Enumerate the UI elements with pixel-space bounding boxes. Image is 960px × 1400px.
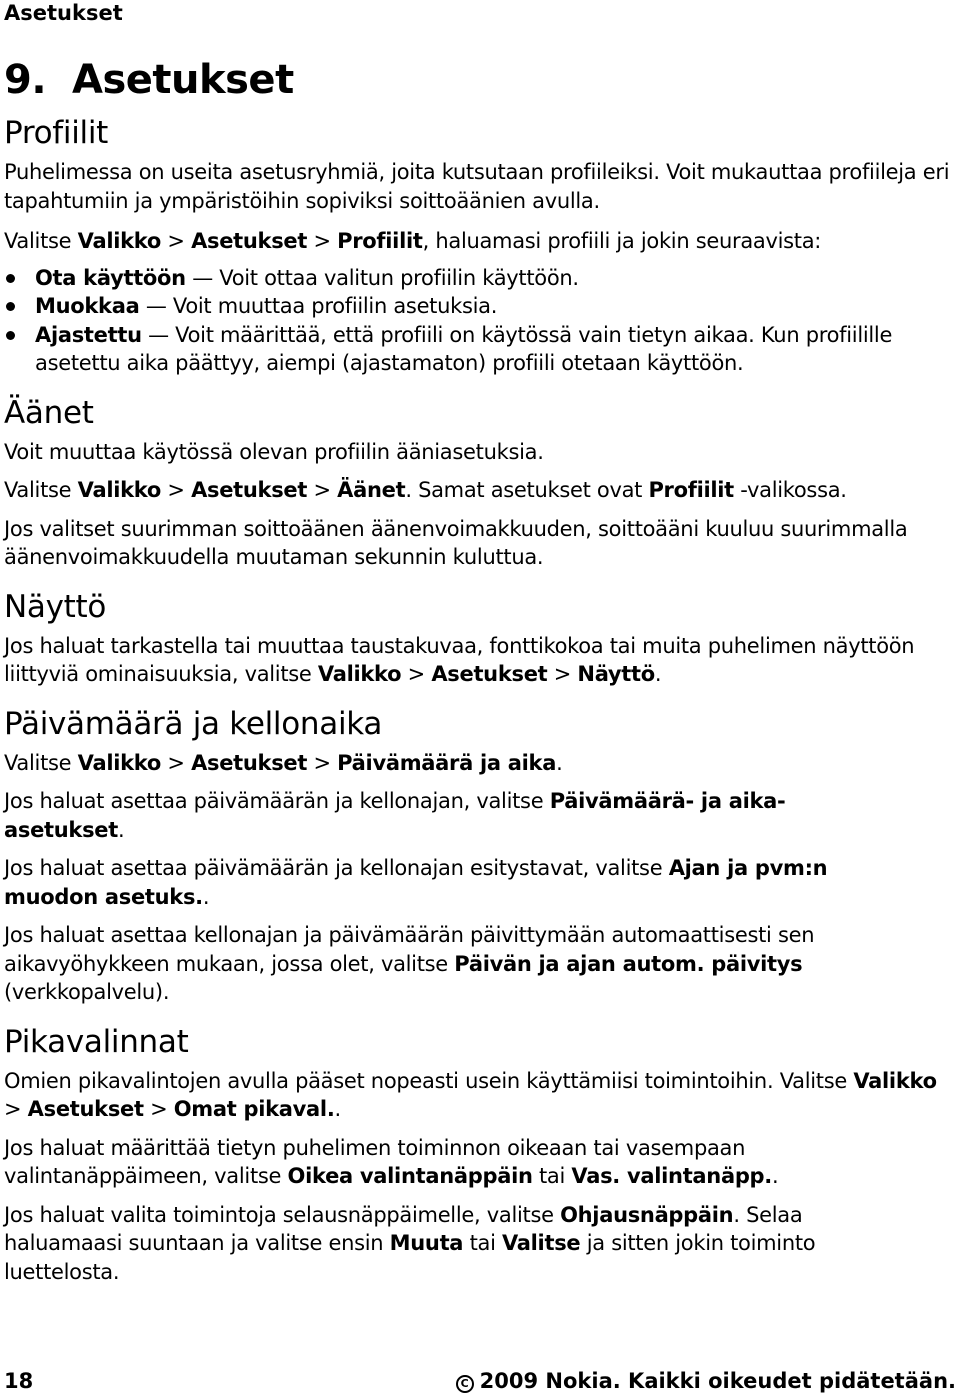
- heading-naytto: Näyttö: [4, 588, 107, 625]
- menu-profiilit: Profiilit: [337, 229, 423, 253]
- bullet-icon: [6, 331, 15, 340]
- heading-paivamaara: Päivämäärä ja kellonaika: [4, 705, 383, 742]
- pikavalinnat-softkeys: Jos haluat määrittää tietyn puhelimen toiminnon oikeaan tai vasempaan valintanäppäimeen, valitse Oikea valintanäppäin tai Vas. valintanäpp..: [4, 1135, 779, 1188]
- aanet-intro: Voit muuttaa käytössä olevan profiilin ääniasetuksia.: [4, 439, 544, 464]
- pikavalinnat-navikey: Jos haluat valita toimintoja selausnäppäimelle, valitse Ohjausnäppäin. Selaa haluamaasi suuntaan ja valitse ensin Muuta tai Valitse ja sitten jokin toiminto luettelosta.: [4, 1202, 816, 1284]
- paivamaara-set: Jos haluat asettaa päivämäärän ja kellonajan, valitse Päivämäärä- ja aika-asetukset.: [4, 789, 786, 842]
- heading-profiilit: Profiilit: [4, 115, 108, 151]
- heading-pikavalinnat: Pikavalinnat: [4, 1023, 189, 1060]
- running-header: Asetukset: [4, 1, 123, 25]
- paivamaara-format: Jos haluat asettaa päivämäärän ja kellonajan esitystavat, valitse Ajan ja pvm:n muodon asetuks..: [4, 856, 828, 909]
- list-item: Ota käyttöön — Voit ottaa valitun profiilin käyttöön.: [4, 264, 958, 293]
- page-number: 18: [4, 1369, 34, 1393]
- pikavalinnat-intro: Omien pikavalintojen avulla pääset nopeasti usein käyttämiisi toimintoihin. Valitse Valikko > Asetukset > Omat pikaval..: [4, 1068, 937, 1121]
- bullet-icon: [6, 302, 15, 311]
- aanet-menu-path: Valitse Valikko > Asetukset > Äänet. Samat asetukset ovat Profiilit -valikossa.: [4, 478, 847, 502]
- paivamaara-menu-path: Valitse Valikko > Asetukset > Päivämäärä ja aika.: [4, 750, 563, 775]
- copyright-icon: C: [456, 1375, 474, 1393]
- profiilit-options-list: [4, 264, 958, 378]
- profiilit-intro: Puhelimessa on useita asetusryhmiä, joita kutsutaan profiileiksi. Voit mukauttaa profiileja eri tapahtumiin ja ympäristöihin sopiviksi soittoäänien avulla.: [4, 160, 950, 213]
- chapter-number: 9.: [4, 57, 47, 103]
- paivamaara-auto: Jos haluat asettaa kellonajan ja päivämäärän päivittymään automaattisesti sen aikavyöhykkeen mukaan, jossa olet, valitse Päivän ja ajan autom. päivitys (verkkopalvelu).: [4, 923, 815, 1004]
- page-body: [4, 112, 958, 1286]
- chapter-title: [4, 52, 294, 108]
- aanet-volume-note: Jos valitset suurimman soittoäänen äänenvoimakkuuden, soittoääni kuuluu suurimmalla äänenvoimakkuudella muutaman sekunnin kuluttua.: [4, 516, 908, 569]
- naytto-text: Jos haluat tarkastella tai muuttaa taustakuvaa, fonttikokoa tai muita puhelimen näyttöön liittyviä ominaisuuksia, valitse Valikko > Asetukset > Näyttö.: [4, 633, 915, 686]
- profiilit-menu-path: Valitse Valikko > Asetukset > Profiilit, haluamasi profiili ja jokin seuraavista:: [4, 229, 822, 253]
- chapter-name: Asetukset: [72, 57, 294, 103]
- heading-aanet: Äänet: [4, 394, 94, 431]
- menu-valikko: Valikko: [77, 229, 162, 253]
- bullet-icon: [6, 274, 15, 283]
- menu-asetukset: Asetukset: [191, 229, 308, 253]
- copyright-notice: C 2009 Nokia. Kaikki oikeudet pidätetään.: [456, 1368, 956, 1394]
- list-item: Muokkaa — Voit muuttaa profiilin asetuksia.: [4, 292, 958, 321]
- list-item: Ajastettu — Voit määrittää, että profiili on käytössä vain tietyn aikaa. Kun profiilille asetettu aika päättyy, aiempi (ajastamaton) profiili otetaan käyttöön.: [4, 321, 958, 378]
